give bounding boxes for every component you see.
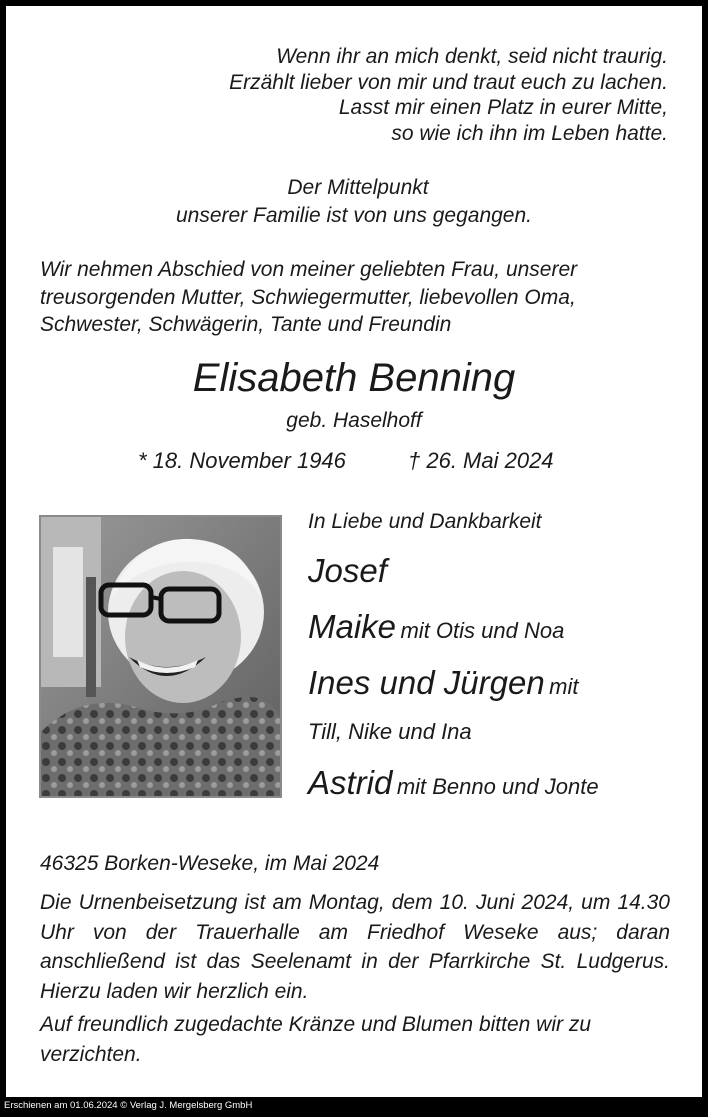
farewell-text [40,256,680,339]
family-member-ines [308,664,578,702]
family-member-detail: mit Benno und Jonte [396,774,599,799]
place-date: 46325 Borken-Weseke, im Mai 2024 [40,852,380,875]
mittelpunkt-line: unserer Familie ist von uns gegangen. [175,204,533,227]
family-member-josef: Josef [308,552,387,589]
birth-date: * 18. November 1946 [138,448,346,473]
farewell-line: treusorgenden Mutter, Schwiegermutter, liebevollen Oma, [40,285,576,309]
funeral-info: Die Urnenbeisetzung ist am Montag, dem 10. Juni 2024, um 14.30 Uhr von der Trauerhalle am Friedhof Weseke aus; daran anschließend ist das Seelenamt in der Pfarrkirche St. Ludgerus. Hierzu laden wir herzlich ein. [40,891,670,1003]
obituary-card [6,6,702,1097]
farewell-line: Wir nehmen Abschied von meiner geliebten Frau, unserer [40,258,578,281]
family-member-name: Ines und Jürgen [308,664,545,701]
family-member-name: Maike [308,608,397,645]
portrait-image [41,517,280,796]
poem [68,44,668,146]
family-member-astrid [308,764,599,802]
publication-footer: Erschienen am 01.06.2024 © Verlag J. Mergelsberg GmbH [4,1100,253,1111]
death-date: † 26. Mai 2024 [408,448,554,473]
farewell-line: Schwester, Schwägerin, Tante und Freundin [40,313,452,336]
family-intro: In Liebe und Dankbarkeit [308,510,542,533]
family-children-ines: Till, Nike und Ina [308,719,472,744]
family-member-maike [308,608,564,646]
flowers-note: Auf freundlich zugedachte Kränze und Blumen bitten wir zu verzichten. [40,1013,591,1066]
family-member-detail: mit Otis und Noa [400,618,565,643]
family-member-name: Astrid [308,764,393,801]
family-member-detail: mit [549,674,579,699]
poem-line: so wie ich ihn im Leben hatte. [391,121,668,145]
poem-line: Erzählt lieber von mir und traut euch zu lachen. [229,70,668,94]
poem-line: Wenn ihr an mich denkt, seid nicht traurig. [276,45,668,68]
poem-line: Lasst mir einen Platz in eurer Mitte, [338,96,668,119]
birth-name: geb. Haselhoff [286,409,422,432]
deceased-name: Elisabeth Benning [192,356,516,400]
mittelpunkt-text [6,174,702,230]
portrait-photo [39,515,282,798]
mittelpunkt-line: Der Mittelpunkt [287,176,429,199]
